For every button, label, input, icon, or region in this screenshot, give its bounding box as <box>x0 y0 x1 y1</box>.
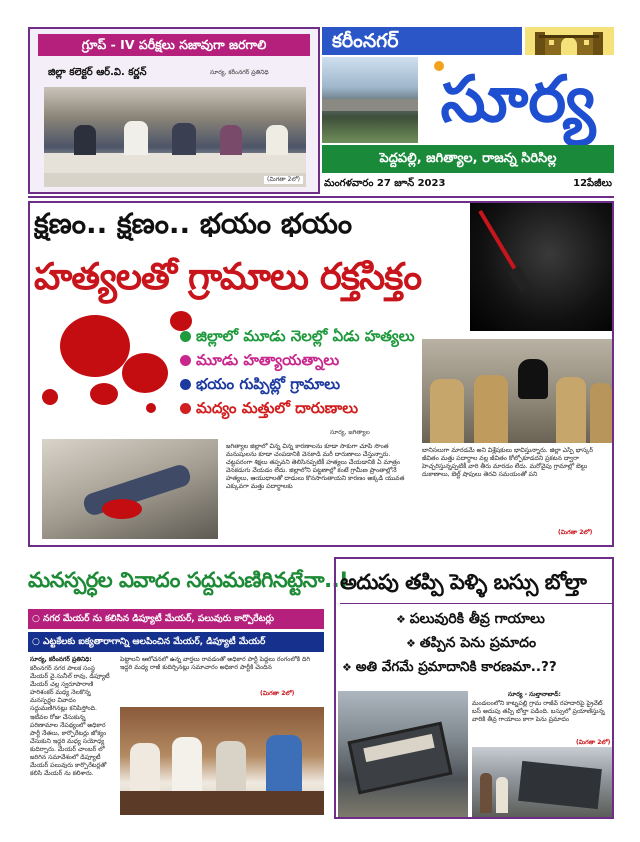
meeting-photo <box>120 707 324 815</box>
bottom-left-body: కరీంనగర్ నగర పాలక సంస్థ మేయర్ వై.సునీల్ రావు, డిప్యూటీ మేయర్ చల్ల స్వరూపారాణి హరిశంకర్ మధ్య నెలకొన్న మనస్పర్ధల వివాదం సద్దుమణిగినట్లు కనిపిస్తోంది. ఇటీవల రోజు చేసుకున్న పరిణామాల నేపథ్యంలో అధికార పార్టీ నేతలు, కార్పొరేటర్లు జోక్యం చేసుకుని ఇద్దరి మధ్య సయోధ్య కుదిర్చారు. మేయర్ చాంబర్ లో జరిగిన సమావేశంలో డిప్యూటీ మేయర్ పలువురు కార్పొరేటర్లతో కలిసి మేయర్ ను కలిశారు. <box>30 665 110 778</box>
headline-underline <box>340 603 612 604</box>
ring-icon: ○ <box>32 637 43 647</box>
person-figure <box>220 125 242 155</box>
officer-figure <box>590 383 612 443</box>
bullet-dot-icon <box>180 331 191 342</box>
meeting-table <box>120 791 324 815</box>
top-story-box <box>28 27 320 194</box>
main-story-bullet-2: మూడు హత్యాయత్నాలు <box>180 351 450 375</box>
top-story-photo <box>44 87 306 187</box>
person-figure <box>496 777 508 813</box>
masthead-dam-photo <box>322 57 418 143</box>
masthead-rule <box>28 196 614 198</box>
bottom-right-byline: సూర్య - సుల్తానాబాద్: <box>508 691 561 698</box>
bottom-right-point-3: ❖ అతి వేగమే ప్రమాదానికి కారణమా..?? <box>342 659 557 675</box>
hooded-figure-graphic <box>470 203 614 331</box>
victim-photo <box>42 439 218 539</box>
top-story-headline: గ్రూప్ - IV పరీక్షలు సజావుగా జరగాలి <box>81 37 267 52</box>
diamond-icon: ❖ <box>342 661 356 674</box>
bottom-right-point-1: ❖ పలువురికి తీవ్ర గాయాలు <box>396 611 545 627</box>
masthead-city: కరీంనగర్ <box>332 30 399 52</box>
masked-suspect-figure <box>518 359 548 399</box>
top-story-continued: (మిగతా 2లో) <box>264 176 303 184</box>
bottom-left-byline: సూర్య, కరీంనగర్ ప్రతినిధి: <box>30 656 92 663</box>
main-story-body-right: బానిసలుగా మారడమే అని విశ్లేషకులు భావిస్తున్నారు. జిల్లా ఎస్పీ భాస్కర్ జీవితం మత్తు పదార్థాల వల్ల జీవితం కోల్పోకూడదని ప్రకటన ద్వారా హెచ్చరిస్తున్నప్పటికీ వారి తీరు మారడం లేదు. మరోవైపు గ్రామాల్లో బెల్టు దుకాణాలు, బెల్ట్ షాపులు తెరచి సమయంతో పని <box>422 447 593 479</box>
city-gate-icon <box>525 27 614 55</box>
bus-wreck-photo <box>472 747 612 817</box>
masthead-logo-area <box>420 57 614 143</box>
person-figure <box>130 743 160 793</box>
bottom-left-bar-2-text: ఎట్టకేలకు ఐక్యతారాగాన్ని ఆలపించిన మేయర్, డిప్యూటీ మేయర్ <box>43 637 266 647</box>
bottom-left-bar-2 <box>28 632 324 652</box>
bottom-right-headline: అదుపు తప్పి పెళ్ళి బస్సు బోల్తా <box>340 570 587 594</box>
top-story-byline: సూర్య, కరీంనగర్ ప్రతినిధి <box>210 69 269 76</box>
bottom-left-headline: మనస్పర్ధల వివాదం సద్దుమణిగినట్టేనా..! <box>28 568 349 592</box>
main-story-bullet-3: భయం గుప్పిట్లో గ్రామాలు <box>180 375 450 399</box>
bottom-right-continued: (మిగతా 2లో) <box>576 739 611 746</box>
blood-splatter <box>146 403 156 413</box>
person-figure <box>172 123 196 155</box>
conference-table <box>44 153 306 173</box>
person-figure <box>74 125 96 155</box>
police-press-photo <box>422 339 614 443</box>
masthead-date: మంగళవారం 27 జూన్ 2023 <box>324 178 446 189</box>
bus-accident-photo <box>338 691 468 817</box>
masthead-districts-bar <box>322 145 614 173</box>
top-story-headline-bar <box>38 34 310 56</box>
person-figure <box>216 741 246 793</box>
bottom-left-story <box>28 557 349 819</box>
blood-splatter <box>102 499 142 519</box>
top-story-subhead: జిల్లా కలెక్టర్ ఆర్.వి. కర్ణన్ <box>48 67 147 78</box>
main-story-bullets <box>180 327 450 423</box>
main-story-continued: (మిగతా 2లో) <box>558 529 593 536</box>
person-figure <box>172 737 202 793</box>
officer-figure <box>474 375 508 443</box>
main-story-byline: సూర్య, జగిత్యాల <box>330 429 370 436</box>
main-story-bullet-1: జిల్లాలో మూడు నెలల్లో ఏడు హత్యలు <box>180 327 450 351</box>
masthead-districts: పెద్దపల్లి, జగిత్యాల, రాజన్న సిరిసిల్ల <box>379 151 557 166</box>
officer-figure <box>556 377 586 443</box>
ring-icon: ○ <box>32 614 43 624</box>
masthead-logo: సూర్య <box>440 63 596 137</box>
person-figure <box>480 773 492 813</box>
bottom-left-bar-1-text: నగర మేయర్ ను కలిసిన డిప్యూటీ మేయర్, పలువురు కార్పొరేటర్లు <box>43 614 275 624</box>
blood-splatter <box>122 353 168 393</box>
bottom-right-story <box>334 557 614 819</box>
bottom-left-bar-1 <box>28 609 324 629</box>
bullet-dot-icon <box>180 403 191 414</box>
person-figure <box>124 121 148 155</box>
masthead-page-count: 12పేజీలు <box>573 178 612 189</box>
main-story-kicker: క్షణం.. క్షణం.. భయం భయం <box>34 207 353 240</box>
bottom-right-point-2: ❖ తప్పిన పెను ప్రమాదం <box>406 635 537 651</box>
blood-splatter <box>90 383 118 405</box>
person-figure <box>266 735 302 795</box>
masthead-city-bar <box>322 27 522 55</box>
bottom-left-body-top: పెట్టాలని ఆలోచనలో ఉన్న వార్తలు రావడంతో అధికార పార్టీ పెద్దలు రంగంలోకి దిగి ఇద్దరి మధ్య రాజీ కుదిర్చినట్లు సమాచారం అధికార పార్టీకి చెందిన <box>120 656 311 672</box>
officer-figure <box>430 379 464 443</box>
diamond-icon: ❖ <box>406 637 420 650</box>
dam-wall <box>322 99 418 111</box>
main-story-bullet-4: మద్యం మత్తులో దారుణాలు <box>180 399 450 423</box>
overturned-bus <box>347 722 452 795</box>
bullet-dot-icon <box>180 355 191 366</box>
diamond-icon: ❖ <box>396 613 410 626</box>
main-story-box <box>28 201 614 547</box>
blood-splatter <box>42 389 58 405</box>
wreck-debris <box>518 761 602 809</box>
bottom-right-body: మండలంలోని కాట్నపల్లి గ్రామ రాజీవ్ రహదారిపై ప్రైవేట్ బస్ అదుపు తప్పి బోల్తా పడింది. బస్సులో ప్రయాణిస్తున్న వారికి తీవ్ర గాయాలు కాగా పెను ప్రమాదం <box>472 700 605 724</box>
main-story-body-left: జగిత్యాల జిల్లాలో చిన్న చిన్న కారణాలను కూడా సాకుగా చూపి సొంత మనుషులను కూడా చంపడానికి వెనకాడి మరీ దారుణాలు చేస్తున్నారు. చట్టపరంగా శిక్షలు తప్పవని తెలిసినప్పటికీ హత్యలు చేయడానికి ఏ మాత్రం వెనకడుగు వేయడం లేదు. జిల్లాలోని పట్టణాల్లో కంటే గ్రామీణ ప్రాంతాల్లోనే హత్యలు, ఆయుధాలతో దాడులు కొనసాగుతాయని కారణం అక్కడి యువత ఎక్కువగా మత్తు పదార్థాలకు <box>226 443 405 491</box>
main-story-headline: హత్యలతో గ్రామాలు రక్తసిక్తం <box>34 255 422 298</box>
masthead <box>322 27 614 195</box>
person-figure <box>266 125 288 155</box>
blood-splatter <box>60 315 130 377</box>
bullet-dot-icon <box>180 379 191 390</box>
bottom-left-continued: (మిగతా 2లో) <box>260 690 295 697</box>
